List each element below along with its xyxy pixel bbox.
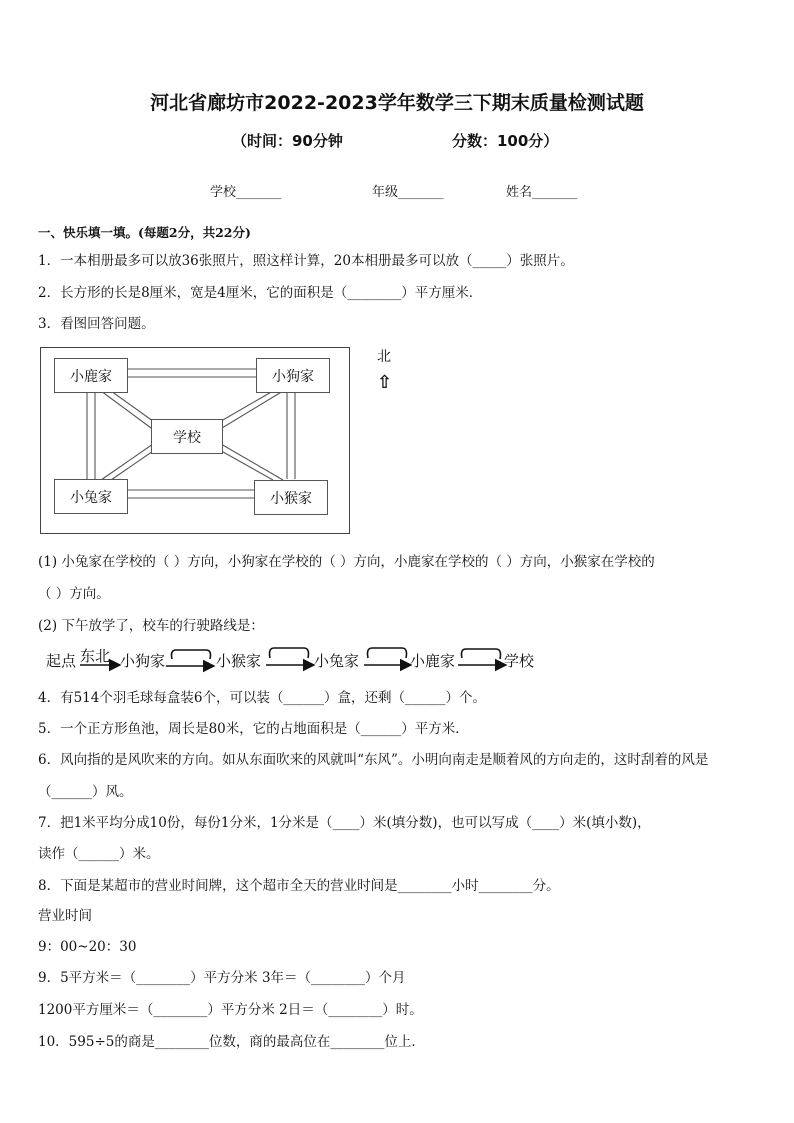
dog-home-box: 小狗家 xyxy=(256,358,330,393)
monkey-home-box: 小猴家 xyxy=(254,480,328,515)
north-label: 北 xyxy=(377,349,391,365)
route-stop-rabbit: 小兔家 xyxy=(314,652,360,670)
question-9-cont: 1200平方厘米＝（________）平方分米 2日＝（________）时。 xyxy=(38,1002,423,1018)
name-field: 姓名_______ xyxy=(506,185,578,200)
route-diagram xyxy=(46,642,566,676)
question-3: 3．看图回答问题。 xyxy=(38,316,155,332)
question-6-cont: （______）风。 xyxy=(38,784,133,800)
question-3-part-2: (2) 下午放学了，校车的行驶路线是： xyxy=(38,618,264,634)
question-5: 5．一个正方形鱼池，周长是80米，它的占地面积是（______）平方米． xyxy=(38,721,469,737)
question-9: 9．5平方米＝（________）平方分米 3年＝（________）个月 xyxy=(38,970,406,986)
question-3-part-1: (1) 小兔家在学校的（ ）方向，小狗家在学校的（ ）方向，小鹿家在学校的（ ）方向，小猴家在学校的 xyxy=(38,554,655,570)
section-heading: 一、快乐填一填。(每题2分，共22分) xyxy=(38,225,251,240)
question-1: 1．一本相册最多可以放36张照片，照这样计算，20本相册最多可以放（_____）张照片。 xyxy=(38,253,574,269)
sign-time: 9：00~20：30 xyxy=(38,939,137,955)
route-end: 学校 xyxy=(504,652,535,670)
question-6: 6．风向指的是风吹来的方向。如从东面吹来的风就叫“东风”。小明向南走是顺着风的方向走的，这时刮着的风是 xyxy=(38,752,709,768)
question-3-part-1-cont: （ ）方向。 xyxy=(38,586,110,602)
map-figure xyxy=(40,347,350,534)
page-title: 河北省廊坊市2022-2023学年数学三下期末质量检测试题 xyxy=(150,92,644,114)
question-10: 10．595÷5的商是________位数，商的最高位在________位上． xyxy=(38,1034,425,1050)
question-7: 7．把1米平均分成10份，每份1分米，1分米是（____）米(填分数)，也可以写成（____）米(填小数)， xyxy=(38,815,651,831)
route-stop-deer: 小鹿家 xyxy=(410,652,456,670)
deer-home-box: 小鹿家 xyxy=(54,358,128,393)
route-stop-dog: 小狗家 xyxy=(120,652,166,670)
score-label: 分数：100分） xyxy=(452,132,559,150)
north-arrow-icon: ⇧ xyxy=(377,372,393,393)
question-2: 2．长方形的长是8厘米，宽是4厘米，它的面积是（________）平方厘米． xyxy=(38,285,483,301)
school-box: 学校 xyxy=(151,419,223,454)
sign-title: 营业时间 xyxy=(38,908,92,924)
route-start: 起点 xyxy=(46,652,77,670)
school-field: 学校_______ xyxy=(210,185,282,200)
rabbit-home-box: 小兔家 xyxy=(54,479,128,514)
question-4: 4．有514个羽毛球每盒装6个，可以装（______）盒，还剩（______）个。 xyxy=(38,690,486,706)
time-label: （时间：90分钟 xyxy=(232,132,343,150)
grade-field: 年级_______ xyxy=(372,185,444,200)
route-stop-monkey: 小猴家 xyxy=(216,652,262,670)
question-7-cont: 读作（______）米。 xyxy=(38,846,160,862)
question-8: 8．下面是某超市的营业时间牌，这个超市全天的营业时间是________小时________分。 xyxy=(38,878,560,894)
route-direction-1: 东北 xyxy=(80,647,111,665)
